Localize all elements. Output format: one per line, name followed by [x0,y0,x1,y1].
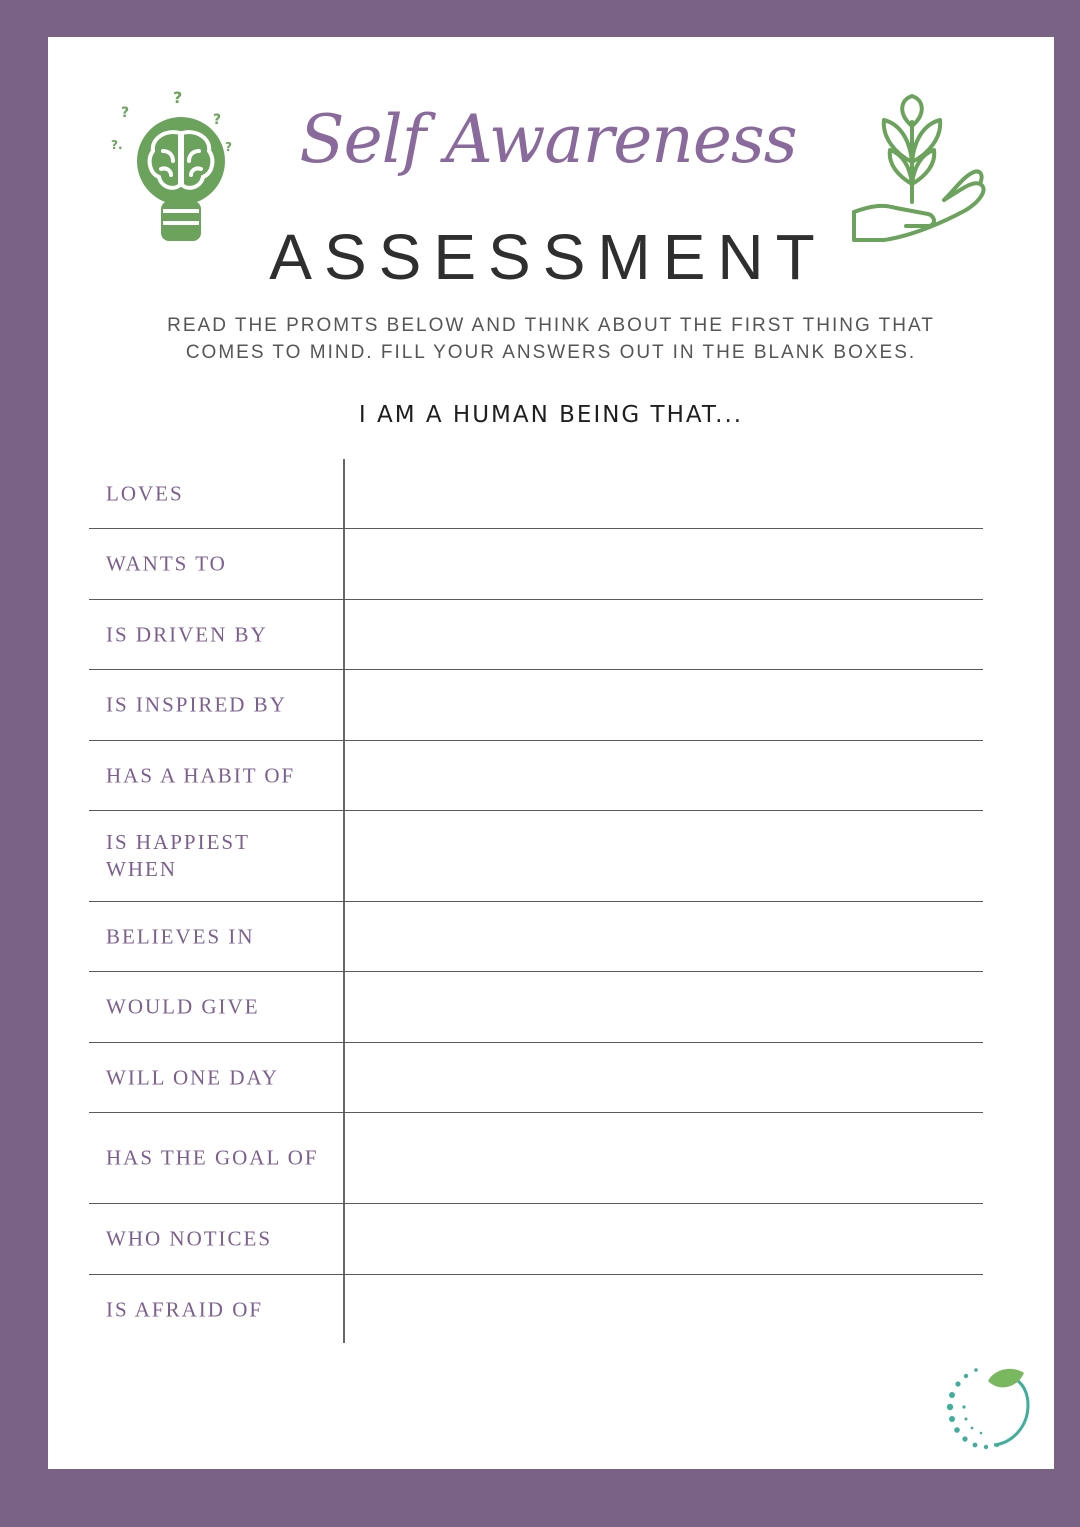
prompt-label: IS HAPPIEST WHEN [106,830,250,881]
instructions-text [118,312,984,366]
plant-in-hand-icon [848,92,998,252]
table-row [89,811,983,902]
instructions-line-1: READ THE PROMTS BELOW AND THINK ABOUT THE FIRST THING THAT [167,315,935,336]
table-row [89,670,983,741]
prompt-label: WANTS TO [106,551,227,576]
prompt-label: IS DRIVEN BY [106,622,268,646]
prompt-label: WILL ONE DAY [106,1065,279,1089]
answer-box[interactable] [345,1204,983,1274]
prompt-label: HAS THE GOAL OF [106,1145,319,1170]
svg-text:?: ? [121,105,130,121]
page-title: ASSESSMENT [269,221,827,293]
prompt-label: IS INSPIRED BY [106,692,287,717]
answer-box[interactable] [345,1275,983,1344]
instructions-line-2: COMES TO MIND. FILL YOUR ANSWERS OUT IN THE BLANK BOXES. [185,342,917,363]
answer-box[interactable] [345,972,983,1042]
answer-box[interactable] [345,1043,983,1112]
svg-text:?: ? [173,89,183,107]
section-heading: I AM A HUMAN BEING THAT... [358,402,744,428]
svg-text:?.: ?. [111,138,123,152]
answer-box[interactable] [345,741,983,810]
prompt-label: LOVES [106,481,184,505]
table-row [89,1275,983,1344]
prompt-label: IS AFRAID OF [106,1297,264,1321]
table-row [89,1113,983,1204]
prompt-table [89,459,983,1344]
answer-box[interactable] [345,529,983,599]
answer-box[interactable] [345,811,983,901]
prompt-label: WHO NOTICES [106,1226,273,1251]
table-row [89,600,983,670]
prompt-label: HAS A HABIT OF [106,763,296,787]
table-row [89,1204,983,1275]
prompt-label: WOULD GIVE [106,994,260,1019]
svg-text:?: ? [225,140,232,154]
table-row [89,529,983,600]
answer-box[interactable] [345,902,983,971]
table-row [89,459,983,529]
table-row [89,972,983,1043]
answer-box[interactable] [345,459,983,528]
table-row [89,741,983,811]
answer-box[interactable] [345,670,983,740]
worksheet-page [48,37,1054,1469]
table-row [89,902,983,972]
answer-box[interactable] [345,600,983,669]
table-row [89,1043,983,1113]
title-script: Self Awareness [299,101,797,178]
lightbulb-brain-icon [103,89,253,249]
answer-box[interactable] [345,1113,983,1203]
svg-text:?: ? [213,112,222,128]
prompt-label: BELIEVES IN [106,924,255,948]
leaf-circle-logo-icon [938,1357,1038,1457]
